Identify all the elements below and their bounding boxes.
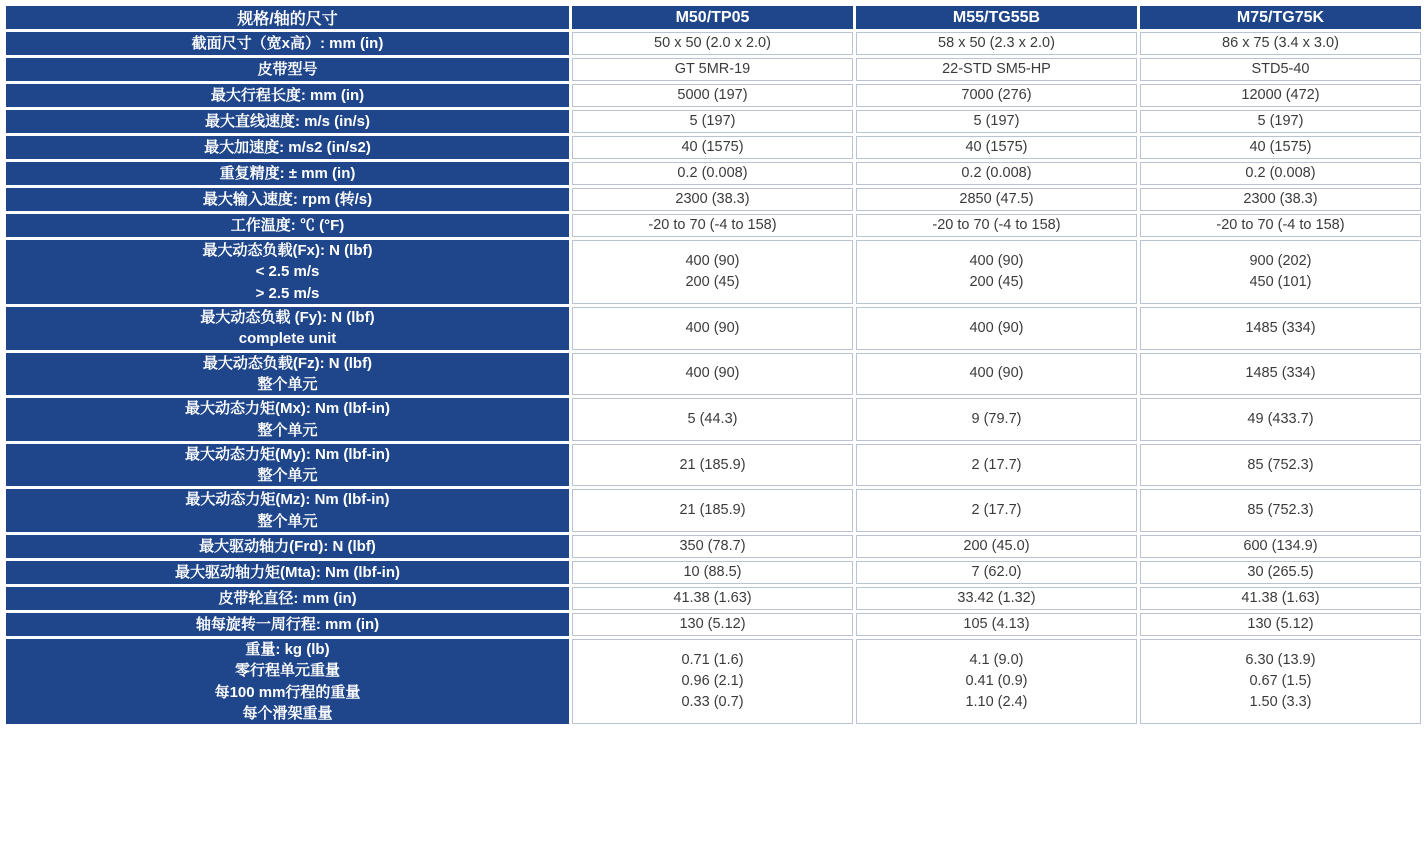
row-value-line: 7 (62.0) [971,564,1022,580]
row-value-line: 400 (90) [685,319,740,336]
row-value-line: 400 (90) [685,365,740,382]
row-label-cell [6,398,569,441]
row-value-cell [1140,535,1421,558]
row-value-line: 30 (265.5) [1247,564,1314,580]
row-value-line: 2 (17.7) [971,502,1022,519]
row-value-line: 6.30 (13.9) [1245,652,1316,669]
row-value-cell [572,398,853,441]
row-value-cell [856,587,1137,610]
table-row [6,489,1421,532]
row-value-cell [572,307,853,350]
row-value-cell [572,639,853,724]
row-value-line: 40 (1575) [681,139,744,156]
row-value-line: 2300 (38.3) [675,191,750,208]
row-value-cell [856,613,1137,636]
row-value-line: 0.96 (2.1) [681,673,744,690]
row-label-line: 重复精度: ± mm (in) [219,164,356,182]
row-value-cell [572,110,853,133]
row-value-line: 1485 (334) [1245,319,1316,336]
row-label-cell [6,353,569,396]
row-value-cell [856,214,1137,237]
table-row [6,587,1421,610]
row-value-line: 900 (202) [1249,253,1312,270]
row-value-line: 200 (45.0) [963,537,1030,554]
header-cell-model-3: M75/TG75K [1140,6,1421,29]
row-label-line: 零行程单元重量 [234,662,340,680]
row-value-cell [572,587,853,610]
table-header-row [6,6,1421,29]
row-value-line: 600 (134.9) [1243,537,1318,554]
table-row [6,58,1421,81]
row-value-cell [856,353,1137,396]
row-value-line: 1.50 (3.3) [1249,694,1312,711]
row-label-line: 整个单元 [257,467,318,485]
row-label-line: 最大驱动轴力(Frd): N (lbf) [199,537,376,555]
row-value-line: -20 to 70 (-4 to 158) [1216,217,1345,234]
row-value-cell [1140,84,1421,107]
row-value-cell [856,58,1137,81]
row-value-line: 0.33 (0.7) [681,694,744,711]
row-value-cell [1140,136,1421,159]
row-value-cell [572,353,853,396]
row-value-line: 40 (1575) [965,139,1028,156]
row-value-cell [1140,162,1421,185]
row-value-cell [1140,307,1421,350]
row-value-line: 0.71 (1.6) [681,652,744,669]
row-value-cell [1140,587,1421,610]
row-value-cell [856,639,1137,724]
table-row [6,398,1421,441]
row-label-line: 轴每旋转一周行程: mm (in) [195,615,380,633]
row-value-cell [572,162,853,185]
row-label-line: 每100 mm行程的重量 [214,683,361,701]
header-cell-model-1: M50/TP05 [572,6,853,29]
row-label-cell [6,639,569,724]
row-label-line: > 2.5 m/s [255,284,320,302]
row-value-cell [572,561,853,584]
row-value-cell [1140,561,1421,584]
row-label-cell [6,561,569,584]
row-label-line: 最大输入速度: rpm (转/s) [202,190,373,208]
row-value-cell [1140,110,1421,133]
row-value-line: 350 (78.7) [679,537,746,554]
row-label-cell [6,136,569,159]
row-label-line: 最大动态力矩(Mz): Nm (lbf-in) [185,491,390,509]
table-row [6,561,1421,584]
row-label-line: 最大驱动轴力矩(Mta): Nm (lbf-in) [175,563,400,581]
row-label-cell [6,444,569,487]
row-value-line: 2300 (38.3) [1243,191,1318,208]
row-value-line: 58 x 50 (2.3 x 2.0) [938,35,1055,51]
row-value-line: 5 (197) [973,113,1020,130]
row-label-cell [6,58,569,81]
row-value-line: STD5-40 [1251,61,1310,78]
row-value-cell [1140,32,1421,55]
row-value-cell [1140,613,1421,636]
row-value-line: 5000 (197) [677,87,748,104]
row-value-cell [572,240,853,304]
header-cell-spec-label: 规格/轴的尺寸 [6,6,569,29]
row-value-cell [856,32,1137,55]
row-value-line: 4.1 (9.0) [969,652,1024,669]
table-body [6,32,1421,724]
row-label-line: 工作温度: ℃ (°F) [230,216,345,234]
row-value-cell [1140,353,1421,396]
row-value-cell [572,84,853,107]
row-value-cell [572,489,853,532]
row-value-line: 0.2 (0.008) [1245,165,1316,182]
row-label-line: 最大加速度: m/s2 (in/s2) [204,138,371,156]
row-label-cell [6,84,569,107]
row-label-line: 最大动态力矩(My): Nm (lbf-in) [185,445,390,463]
row-value-cell [1140,639,1421,724]
header-cell-model-2: M55/TG55B [856,6,1137,29]
row-value-cell [572,136,853,159]
row-label-line: 整个单元 [257,421,318,439]
row-value-cell [572,188,853,211]
row-value-cell [856,307,1137,350]
row-label-cell [6,110,569,133]
row-label-cell [6,489,569,532]
row-value-line: 400 (90) [685,253,740,270]
row-value-cell [856,110,1137,133]
row-value-line: 85 (752.3) [1247,456,1314,473]
row-value-cell [572,444,853,487]
row-value-cell [1140,444,1421,487]
row-value-cell [572,214,853,237]
table-row [6,307,1421,350]
row-value-line: 5 (197) [689,113,736,130]
row-value-line: 2 (17.7) [971,456,1022,473]
row-label-line: 最大动态负载(Fx): N (lbf) [202,242,373,260]
row-value-cell [856,188,1137,211]
row-value-line: 41.38 (1.63) [1241,590,1320,607]
row-value-line: 7000 (276) [961,87,1032,104]
row-value-line: -20 to 70 (-4 to 158) [648,217,777,234]
row-label-line: 皮带型号 [257,60,318,78]
row-value-line: 130 (5.12) [679,616,746,633]
row-value-line: 21 (185.9) [679,456,746,473]
row-value-cell [856,136,1137,159]
specifications-table [3,3,1424,727]
row-label-line: 整个单元 [257,375,318,393]
row-label-cell [6,32,569,55]
row-value-line: 400 (90) [969,319,1024,336]
row-value-cell [572,535,853,558]
row-value-cell [572,58,853,81]
table-row [6,613,1421,636]
row-value-line: GT 5MR-19 [674,61,751,78]
row-label-line: 整个单元 [257,512,318,530]
row-value-line: 200 (45) [685,274,740,291]
row-value-line: 21 (185.9) [679,502,746,519]
row-label-cell [6,240,569,304]
row-value-cell [856,162,1137,185]
row-value-cell [1140,58,1421,81]
table-row [6,214,1421,237]
row-value-line: 41.38 (1.63) [673,590,752,607]
row-value-line: 85 (752.3) [1247,502,1314,519]
row-value-line: 400 (90) [969,365,1024,382]
row-value-cell [1140,214,1421,237]
row-value-line: 450 (101) [1249,274,1312,291]
row-value-line: 105 (4.13) [963,616,1030,633]
row-value-line: 130 (5.12) [1247,616,1314,633]
row-value-cell [856,489,1137,532]
table-row [6,188,1421,211]
row-label-line: 最大动态力矩(Mx): Nm (lbf-in) [185,400,390,418]
table-row [6,240,1421,304]
row-label-cell [6,587,569,610]
row-value-line: 1485 (334) [1245,365,1316,382]
row-label-line: < 2.5 m/s [255,263,320,281]
table-row [6,444,1421,487]
row-value-cell [856,535,1137,558]
row-value-line: -20 to 70 (-4 to 158) [932,217,1061,234]
row-label-line: 皮带轮直径: mm (in) [218,589,357,607]
table-row [6,639,1421,724]
row-value-line: 10 (88.5) [683,564,742,580]
row-value-line: 50 x 50 (2.0 x 2.0) [654,35,771,51]
row-value-cell [1140,240,1421,304]
row-value-cell [1140,398,1421,441]
row-value-line: 33.42 (1.32) [957,590,1036,607]
row-value-line: 2850 (47.5) [959,191,1034,208]
row-label-line: 最大直线速度: m/s (in/s) [204,112,370,130]
row-value-cell [856,398,1137,441]
row-value-cell [1140,188,1421,211]
table-row [6,110,1421,133]
row-label-line: 截面尺寸（宽x高）: mm (in) [191,34,384,52]
row-label-line: 重量: kg (lb) [245,641,330,659]
row-value-line: 5 (197) [1257,113,1304,130]
row-value-line: 1.10 (2.4) [965,694,1028,711]
row-label-cell [6,188,569,211]
row-label-line: 最大动态负载(Fz): N (lbf) [202,354,373,372]
row-value-line: 200 (45) [969,274,1024,291]
row-label-line: complete unit [238,330,337,348]
row-value-line: 400 (90) [969,253,1024,270]
row-value-line: 12000 (472) [1241,87,1320,104]
row-value-cell [856,84,1137,107]
row-value-line: 0.2 (0.008) [961,165,1032,182]
row-label-cell [6,162,569,185]
row-value-cell [856,444,1137,487]
table-row [6,84,1421,107]
row-label-line: 每个滑架重量 [242,704,333,722]
row-label-line: 最大行程长度: mm (in) [210,86,365,104]
table-row [6,535,1421,558]
row-value-cell [572,32,853,55]
row-label-cell [6,613,569,636]
row-value-line: 5 (44.3) [687,410,738,427]
row-label-cell [6,214,569,237]
row-value-line: 0.41 (0.9) [965,673,1028,690]
row-value-cell [1140,489,1421,532]
row-value-line: 22-STD SM5-HP [942,61,1051,78]
table-row [6,136,1421,159]
row-value-cell [572,613,853,636]
row-value-line: 0.67 (1.5) [1249,673,1312,690]
table-row [6,353,1421,396]
row-value-cell [856,561,1137,584]
row-label-cell [6,535,569,558]
table-row [6,32,1421,55]
row-value-line: 86 x 75 (3.4 x 3.0) [1222,35,1339,51]
table-row [6,162,1421,185]
row-value-line: 40 (1575) [1249,139,1312,156]
row-label-cell [6,307,569,350]
row-label-line: 最大动态负载 (Fy): N (lbf) [200,309,375,327]
row-value-cell [856,240,1137,304]
row-value-line: 0.2 (0.008) [677,165,748,182]
row-value-line: 49 (433.7) [1247,410,1314,427]
row-value-line: 9 (79.7) [971,410,1022,427]
